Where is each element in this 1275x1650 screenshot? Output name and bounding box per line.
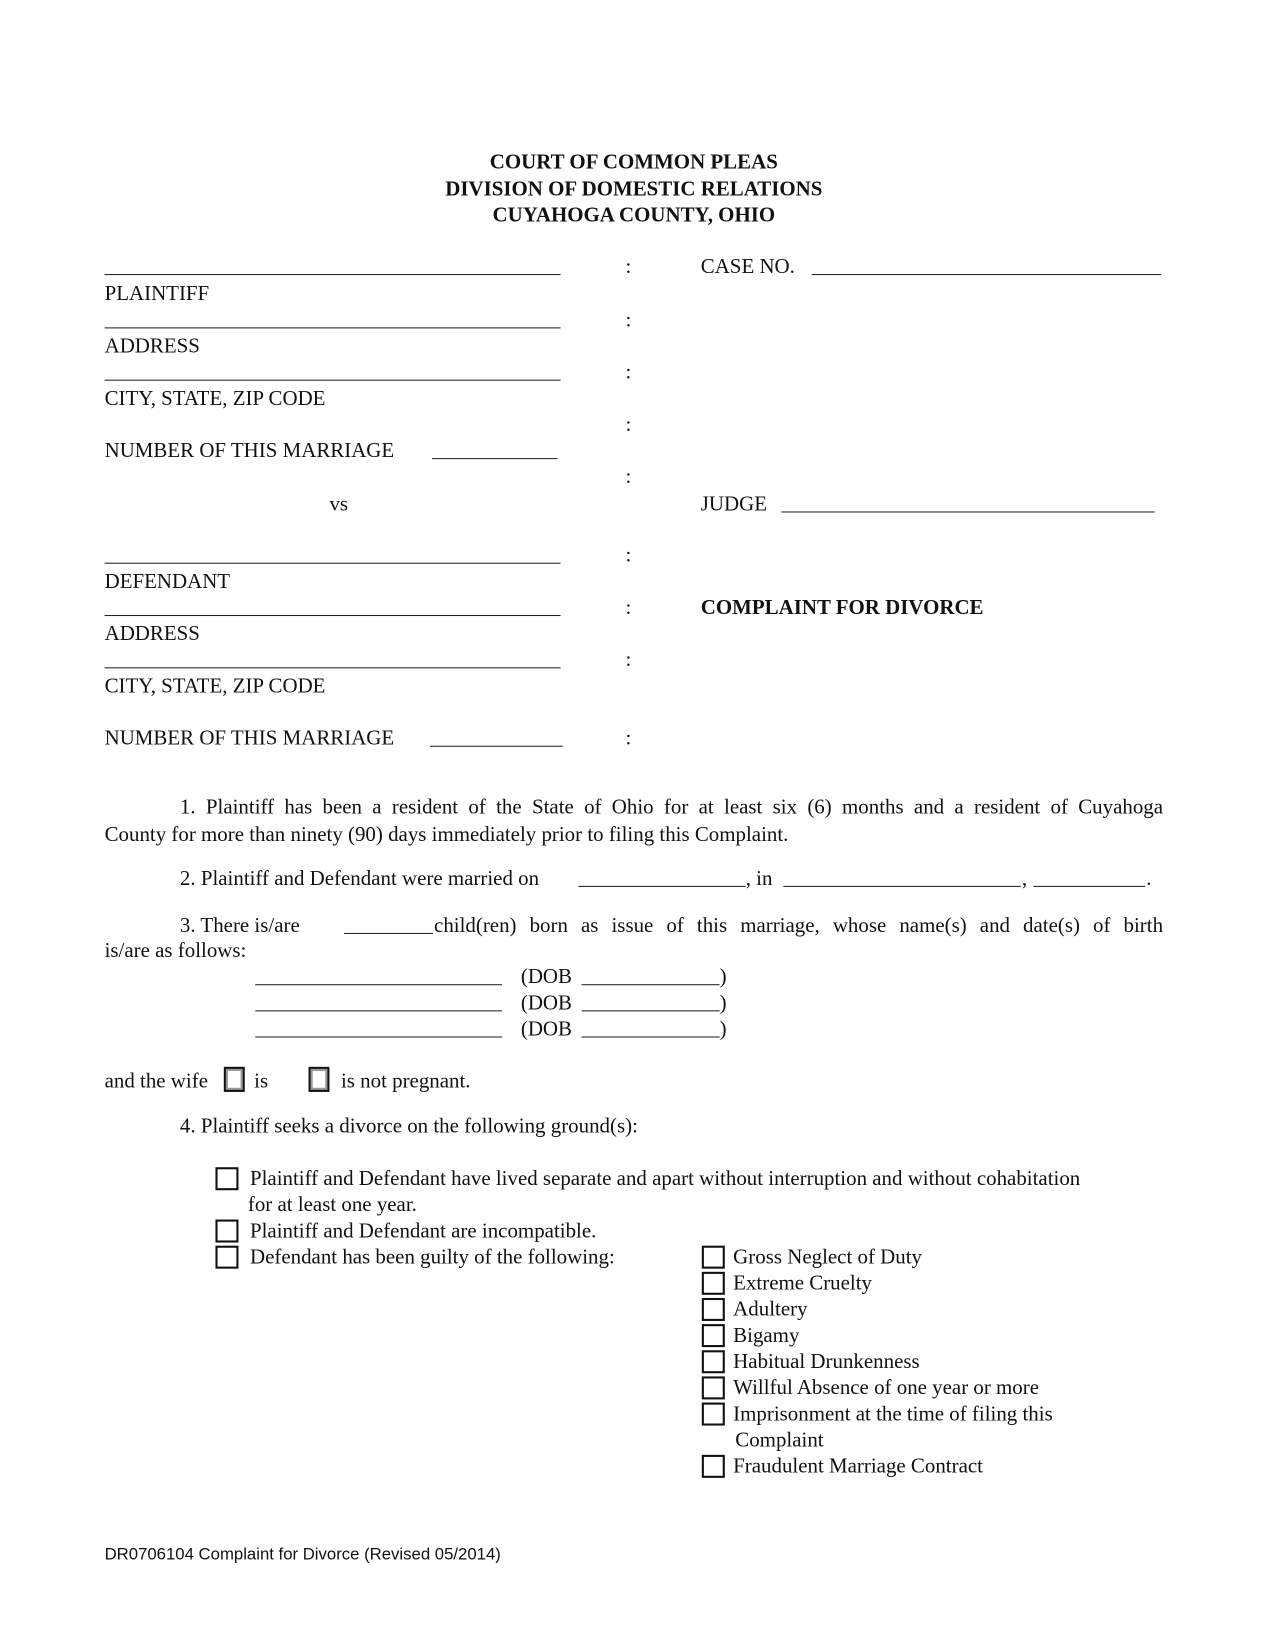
caption-colon: :: [625, 465, 632, 489]
defendant-label: DEFENDANT: [104, 570, 231, 594]
case-no-field[interactable]: [812, 274, 1161, 275]
guilty-option-checkbox[interactable]: [702, 1298, 725, 1321]
guilty-option-checkbox[interactable]: [702, 1455, 725, 1478]
child-name-field[interactable]: [255, 984, 502, 985]
pregnant-is-label: is: [254, 1069, 269, 1093]
ground-guilty-label: Defendant has been guilty of the following:: [249, 1245, 615, 1269]
plaintiff-marriage-label: NUMBER OF THIS MARRIAGE: [104, 439, 395, 463]
guilty-option-label: Imprisonment at the time of filing this: [733, 1402, 1053, 1426]
child-dob-field[interactable]: [582, 1036, 720, 1037]
guilty-option-label: Bigamy: [733, 1324, 800, 1348]
ground-separate-line1: Plaintiff and Defendant have lived separate and apart without interruption and without cohabitation: [249, 1167, 1081, 1191]
guilty-option-checkbox[interactable]: [702, 1376, 725, 1399]
guilty-option-checkbox[interactable]: [702, 1324, 725, 1347]
para2-period: .: [1146, 867, 1152, 891]
ground-incompatible-label: Plaintiff and Defendant are incompatible.: [249, 1219, 597, 1243]
ground-separate-line2: for at least one year.: [247, 1193, 417, 1217]
plaintiff-label: PLAINTIFF: [104, 282, 210, 306]
plaintiff-address-label: ADDRESS: [104, 334, 200, 358]
para1-line1: 1. Plaintiff has been a resident of the State of Ohio for at least six (6) months and a resident of Cuyahoga: [179, 795, 1164, 819]
defendant-name-field[interactable]: [105, 563, 561, 564]
defendant-marriage-number-field[interactable]: [430, 746, 563, 747]
guilty-option-label: Adultery: [733, 1297, 808, 1321]
plaintiff-address-field[interactable]: [105, 327, 561, 328]
ground-incompatible-checkbox[interactable]: [215, 1220, 238, 1243]
caption-colon: :: [625, 726, 632, 750]
defendant-city-label: CITY, STATE, ZIP CODE: [104, 674, 326, 698]
guilty-option-label: Gross Neglect of Duty: [733, 1245, 922, 1269]
dob-label: (DOB: [520, 1017, 572, 1041]
para1-line2: County for more than ninety (90) days immediately prior to filing this Complaint.: [104, 823, 789, 847]
dob-label: (DOB: [520, 965, 572, 989]
dob-label: (DOB: [520, 991, 572, 1015]
child-dob-field[interactable]: [582, 984, 720, 985]
guilty-option-checkbox[interactable]: [702, 1246, 725, 1269]
caption-colon: :: [625, 255, 632, 279]
para3-line2: is/are as follows:: [104, 939, 247, 963]
caption-colon: :: [625, 596, 632, 620]
plaintiff-city-label: CITY, STATE, ZIP CODE: [104, 386, 326, 410]
guilty-option-label: Willful Absence of one year or more: [733, 1376, 1040, 1400]
pregnancy-lead: and the wife: [104, 1069, 208, 1093]
ground-guilty-checkbox[interactable]: [215, 1246, 238, 1269]
caption-colon: :: [625, 413, 632, 437]
division-title: DIVISION OF DOMESTIC RELATIONS: [445, 177, 823, 201]
judge-field[interactable]: [781, 511, 1154, 512]
child-name-field[interactable]: [255, 1036, 502, 1037]
pregnant-is-not-label: is not pregnant.: [340, 1069, 471, 1093]
child-dob-field[interactable]: [582, 1010, 720, 1011]
child-name-field[interactable]: [255, 1010, 502, 1011]
guilty-option-label: Extreme Cruelty: [733, 1271, 873, 1295]
caption-colon: :: [625, 648, 632, 672]
defendant-address-label: ADDRESS: [104, 622, 200, 646]
para4-text: 4. Plaintiff seeks a divorce on the following ground(s):: [179, 1114, 638, 1138]
form-footer: DR0706104 Complaint for Divorce (Revised 05/2014): [104, 1545, 501, 1564]
complaint-title: COMPLAINT FOR DIVORCE: [700, 596, 984, 620]
para2-comma: ,: [1021, 867, 1028, 891]
pregnant-is-not-checkbox[interactable]: [309, 1067, 330, 1092]
judge-label: JUDGE: [700, 492, 768, 516]
marriage-date-field[interactable]: [578, 886, 745, 887]
guilty-option-checkbox[interactable]: [702, 1272, 725, 1295]
caption-colon: :: [625, 360, 632, 384]
court-title: COURT OF COMMON PLEAS: [489, 150, 778, 174]
defendant-address-field[interactable]: [105, 615, 561, 616]
para2-text: 2. Plaintiff and Defendant were married on: [179, 867, 540, 891]
para3-lead: 3. There is/are: [179, 914, 300, 938]
vs-label: vs: [329, 492, 349, 516]
guilty-option-checkbox[interactable]: [702, 1403, 725, 1426]
plaintiff-name-field[interactable]: [105, 274, 561, 275]
caption-colon: :: [625, 543, 632, 567]
guilty-option-label-continued: Complaint: [735, 1428, 824, 1452]
plaintiff-city-field[interactable]: [105, 380, 561, 381]
dob-close: ): [719, 1017, 727, 1041]
para3-rest: child(ren) born as issue of this marriage, whose name(s) and date(s) of birth: [434, 914, 1164, 938]
defendant-marriage-label: NUMBER OF THIS MARRIAGE: [104, 726, 395, 750]
marriage-city-field[interactable]: [783, 886, 1020, 887]
plaintiff-marriage-number-field[interactable]: [432, 458, 558, 459]
guilty-option-checkbox[interactable]: [702, 1350, 725, 1373]
guilty-option-label: Fraudulent Marriage Contract: [733, 1454, 983, 1478]
dob-close: ): [719, 965, 727, 989]
guilty-option-label: Habitual Drunkenness: [733, 1350, 920, 1374]
pregnant-is-checkbox[interactable]: [224, 1067, 245, 1092]
dob-close: ): [719, 991, 727, 1015]
caption-colon: :: [625, 308, 632, 332]
para2-in: , in: [745, 867, 773, 891]
marriage-state-field[interactable]: [1033, 886, 1145, 887]
ground-separate-checkbox[interactable]: [215, 1167, 238, 1190]
county-title: CUYAHOGA COUNTY, OHIO: [492, 203, 776, 227]
case-no-label: CASE NO.: [700, 255, 795, 279]
defendant-city-field[interactable]: [105, 667, 561, 668]
children-count-field[interactable]: [344, 933, 433, 934]
